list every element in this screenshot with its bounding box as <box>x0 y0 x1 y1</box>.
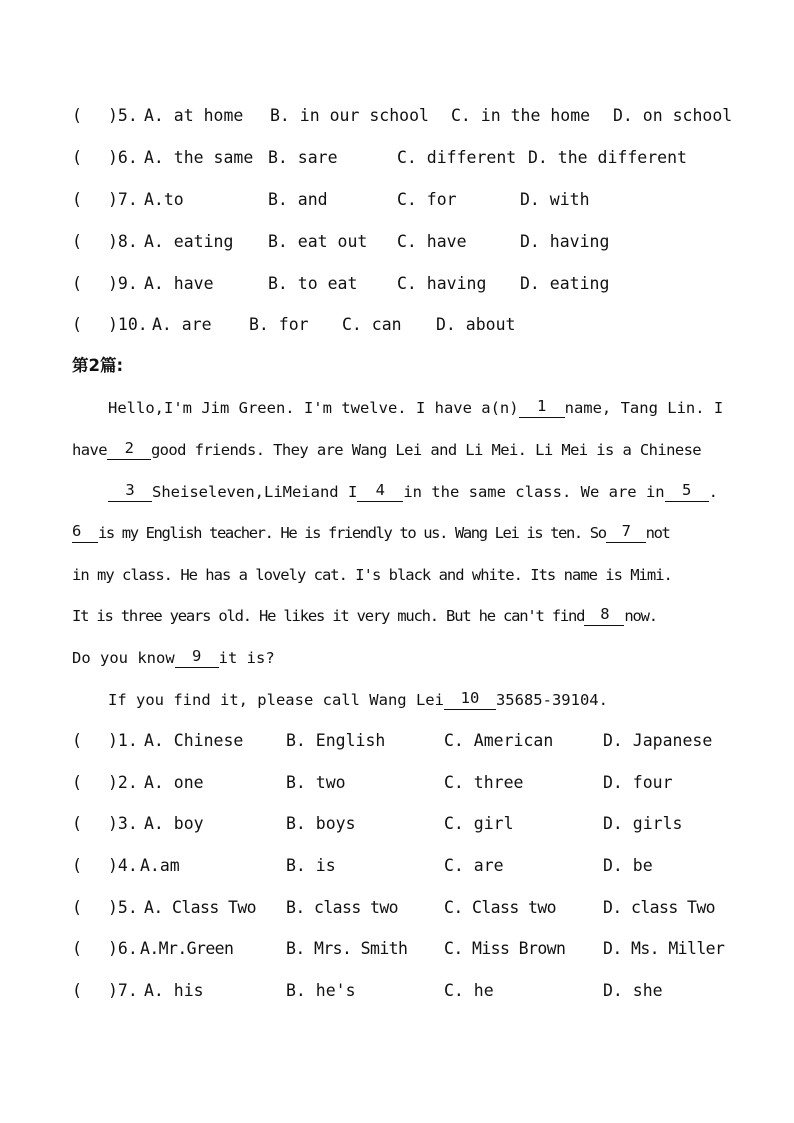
passage-text: not <box>645 524 670 542</box>
question-row <box>72 313 732 337</box>
question-row <box>72 729 732 753</box>
passage-line <box>72 438 727 462</box>
blank-10[interactable]: 10 <box>444 689 496 710</box>
answer-paren[interactable]: ( <box>72 981 82 1000</box>
option-a: A.to <box>144 190 184 209</box>
option-a: A. have <box>144 274 214 293</box>
option-d: D. be <box>603 856 653 875</box>
answer-paren[interactable]: ( <box>72 814 82 833</box>
answer-paren[interactable]: ( <box>72 106 82 125</box>
question-number: )6. <box>108 939 138 958</box>
option-d: D. Japanese <box>603 731 713 750</box>
question-number: )4. <box>108 856 138 875</box>
question-number: )7. <box>108 190 138 209</box>
question-row <box>72 896 732 920</box>
question-row <box>72 272 732 296</box>
answer-paren[interactable]: ( <box>72 731 82 750</box>
question-row <box>72 188 732 212</box>
section-heading: 第2篇: <box>72 356 124 375</box>
option-a: A.am <box>140 856 180 875</box>
question-row <box>72 812 732 836</box>
option-a: A. one <box>144 773 204 792</box>
blank-9[interactable]: 9 <box>175 647 219 668</box>
option-d: D. four <box>603 773 673 792</box>
option-c: C. having <box>397 274 487 293</box>
option-a: A. boy <box>144 814 204 833</box>
option-a: A. eating <box>144 232 234 251</box>
option-b: B. for <box>249 315 309 334</box>
blank-7[interactable]: 7 <box>606 522 646 543</box>
option-a: A. Class Two <box>144 898 257 917</box>
option-d: D. she <box>603 981 663 1000</box>
option-b: B. class two <box>286 898 399 917</box>
question-number: )6. <box>108 148 138 167</box>
option-d: D. the different <box>528 148 687 167</box>
option-b: B. boys <box>286 814 356 833</box>
question-number: )2. <box>108 773 138 792</box>
option-d: D. eating <box>520 274 610 293</box>
option-c: C. three <box>444 773 524 792</box>
blank-2[interactable]: 2 <box>107 439 151 460</box>
passage-line <box>72 480 727 504</box>
option-c: C. American <box>444 731 554 750</box>
passage-text: Sheiseleven,LiMeiand I <box>152 483 358 501</box>
option-c: C. are <box>444 856 504 875</box>
question-number: )10. <box>108 315 148 334</box>
answer-paren[interactable]: ( <box>72 232 82 251</box>
passage-text: in the same class. We are in <box>403 483 665 501</box>
answer-paren[interactable]: ( <box>72 939 82 958</box>
passage-text: Do you know <box>72 649 175 667</box>
option-d: D. girls <box>603 814 683 833</box>
blank-3[interactable]: 3 <box>108 481 152 502</box>
question-row <box>72 854 732 878</box>
blank-8[interactable]: 8 <box>584 605 624 626</box>
blank-5[interactable]: 5 <box>665 481 709 502</box>
blank-6[interactable]: 6 <box>72 522 98 543</box>
question-number: )8. <box>108 232 138 251</box>
passage-text: name, Tang Lin. I <box>564 399 724 417</box>
passage-text: have <box>72 441 107 459</box>
question-row <box>72 104 732 128</box>
answer-paren[interactable]: ( <box>72 148 82 167</box>
passage-text: good friends. They are Wang Lei and Li Mei. Li Mei is a Chinese <box>150 441 702 459</box>
passage-line <box>108 396 726 420</box>
option-b: B. Mrs. Smith <box>286 939 408 958</box>
passage-text: it is? <box>218 649 275 667</box>
passage-text: . <box>708 483 718 501</box>
option-a: A.Mr.Green <box>140 939 234 958</box>
passage-text: 35685-39104. <box>495 691 608 709</box>
answer-paren[interactable]: ( <box>72 898 82 917</box>
option-c: C. in the home <box>451 106 591 125</box>
option-a: A. his <box>144 981 204 1000</box>
option-c: C. for <box>397 190 457 209</box>
answer-paren[interactable]: ( <box>72 856 82 875</box>
option-c: C. girl <box>444 814 514 833</box>
passage-text: If you find it, please call Wang Lei <box>108 691 444 709</box>
question-number: )5. <box>108 106 138 125</box>
question-number: )9. <box>108 274 138 293</box>
answer-paren[interactable]: ( <box>72 274 82 293</box>
option-b: B. and <box>268 190 328 209</box>
option-c: C. different <box>397 148 517 167</box>
option-c: C. Miss Brown <box>444 939 566 958</box>
option-a: A. at home <box>144 106 244 125</box>
option-b: B. eat out <box>268 232 368 251</box>
passage-text: Hello,I'm Jim Green. I'm twelve. I have a(n) <box>108 399 519 417</box>
option-c: C. have <box>397 232 467 251</box>
option-a: A. are <box>152 315 212 334</box>
passage-text: now. <box>624 607 657 625</box>
option-c: C. he <box>444 981 494 1000</box>
question-row <box>72 230 732 254</box>
option-b: B. English <box>286 731 386 750</box>
option-b: B. sare <box>268 148 338 167</box>
option-d: D. Ms. Miller <box>603 939 725 958</box>
question-number: )7. <box>108 981 138 1000</box>
question-number: )5. <box>108 898 138 917</box>
answer-paren[interactable]: ( <box>72 315 82 334</box>
option-d: D. with <box>520 190 590 209</box>
option-a: A. Chinese <box>144 731 244 750</box>
passage-line <box>72 521 727 545</box>
passage-line <box>72 604 727 628</box>
question-number: )1. <box>108 731 138 750</box>
question-row <box>72 937 732 961</box>
option-b: B. to eat <box>268 274 358 293</box>
option-d: D. class Two <box>603 898 716 917</box>
question-row <box>72 146 732 170</box>
question-row <box>72 771 732 795</box>
option-d: D. about <box>436 315 516 334</box>
answer-paren[interactable]: ( <box>72 773 82 792</box>
passage-text: in my class. He has a lovely cat. I's black and white. Its name is Mimi. <box>72 566 672 584</box>
option-b: B. in our school <box>270 106 429 125</box>
option-c: C. can <box>342 315 402 334</box>
option-c: C. Class two <box>444 898 557 917</box>
passage-text: It is three years old. He likes it very much. But he can't find <box>72 607 585 625</box>
passage-line <box>72 563 727 587</box>
option-d: D. on school <box>613 106 733 125</box>
passage-line <box>108 688 726 712</box>
option-b: B. two <box>286 773 346 792</box>
question-number: )3. <box>108 814 138 833</box>
option-a: A. the same <box>144 148 254 167</box>
passage-text: is my English teacher. He is friendly to us. Wang Lei is ten. So <box>98 524 606 542</box>
question-row <box>72 979 732 1003</box>
blank-1[interactable]: 1 <box>519 397 565 418</box>
blank-4[interactable]: 4 <box>357 481 403 502</box>
option-b: B. he's <box>286 981 356 1000</box>
answer-paren[interactable]: ( <box>72 190 82 209</box>
option-b: B. is <box>286 856 336 875</box>
passage-line <box>72 646 727 670</box>
option-d: D. having <box>520 232 610 251</box>
